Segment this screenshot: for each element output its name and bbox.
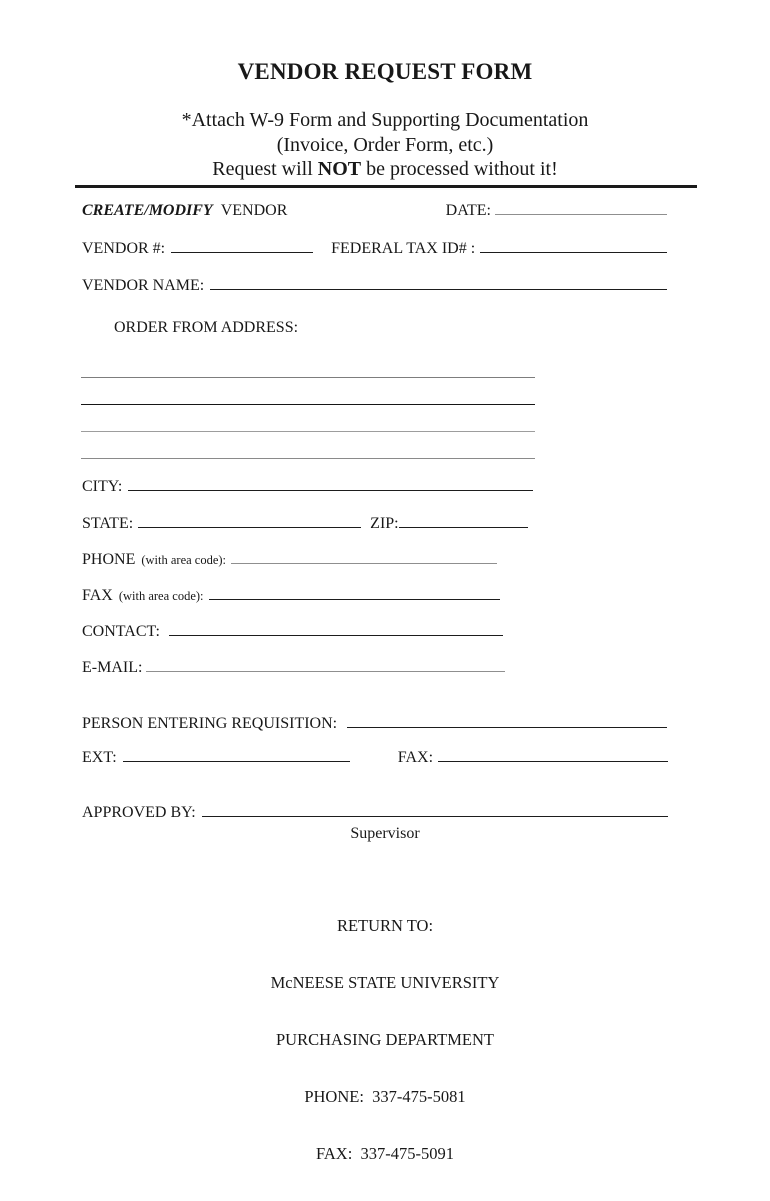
person-entering-line[interactable] [347, 725, 667, 728]
return-to-block [0, 878, 770, 1201]
supervisor-caption: Supervisor [350, 825, 420, 842]
create-modify-label: CREATE/MODIFY [82, 202, 213, 219]
create-modify-vendor-label [82, 202, 287, 220]
fax-short-label: FAX: [397, 749, 434, 766]
email-label: E-MAIL: [82, 659, 143, 676]
city-label: CITY: [82, 478, 123, 495]
fax-short-line[interactable] [438, 759, 668, 762]
fax-line[interactable] [209, 597, 500, 600]
ext-label: EXT: [82, 749, 117, 766]
vendor-number-label: VENDOR #: [82, 240, 166, 257]
order-from-address-row [114, 319, 667, 341]
ext-fax-row [82, 749, 668, 771]
department-fax: FAX: 337-475-5091 [315, 1144, 455, 1163]
university-name: McNEESE STATE UNIVERSITY [270, 973, 500, 992]
state-line[interactable] [138, 525, 361, 528]
department-name: PURCHASING DEPARTMENT [276, 1030, 494, 1049]
vendor-word-label: VENDOR [220, 202, 288, 219]
vendor-name-line[interactable] [210, 287, 667, 290]
federal-tax-id-label: FEDERAL TAX ID# : [331, 240, 476, 257]
ext-line[interactable] [123, 759, 350, 762]
phone-line[interactable] [231, 561, 497, 564]
state-zip-row [82, 515, 528, 537]
phone-row [82, 551, 497, 573]
fax-label: FAX [82, 587, 113, 604]
return-to-label: RETURN TO: [336, 916, 434, 935]
vendor-number-tax-row [82, 240, 667, 262]
state-label: STATE: [82, 515, 134, 532]
contact-row [82, 623, 503, 645]
approved-by-label: APPROVED BY: [82, 804, 196, 821]
contact-line[interactable] [169, 633, 503, 636]
city-row [82, 478, 533, 500]
zip-line[interactable] [399, 525, 528, 528]
email-row [82, 659, 505, 681]
approved-by-line[interactable] [202, 814, 668, 817]
notice-line-2: (Invoice, Order Form, etc.) [276, 133, 494, 156]
address-line-4[interactable] [81, 458, 535, 459]
address-line-1[interactable] [81, 377, 535, 378]
contact-label: CONTACT: [82, 623, 160, 640]
date-label: DATE: [445, 202, 491, 219]
email-line[interactable] [146, 669, 505, 672]
department-phone: PHONE: 337-475-5081 [304, 1087, 466, 1106]
create-modify-date-row [82, 202, 667, 224]
city-line[interactable] [128, 488, 533, 491]
date-group [446, 202, 667, 220]
phone-area-code-note: (with area code): [141, 553, 227, 567]
header-divider-rule [75, 185, 697, 188]
vendor-number-line[interactable] [171, 250, 313, 253]
zip-label: ZIP: [370, 515, 399, 532]
address-line-3[interactable] [81, 431, 535, 432]
phone-label: PHONE [82, 551, 136, 568]
notice-line-1: *Attach W-9 Form and Supporting Documentation [181, 109, 589, 131]
fax-row [82, 587, 500, 609]
date-line[interactable] [495, 212, 667, 215]
notice-line-3: Request will NOT be processed without it! [212, 158, 558, 180]
vendor-name-label: VENDOR NAME: [82, 277, 205, 294]
address-line-2[interactable] [81, 404, 535, 405]
person-entering-label: PERSON ENTERING REQUISITION: [82, 715, 338, 732]
order-from-address-label: ORDER FROM ADDRESS: [114, 319, 299, 336]
attachment-notice [0, 108, 770, 182]
fax-area-code-note: (with area code): [118, 589, 204, 603]
approved-by-row [82, 804, 668, 826]
federal-tax-id-line[interactable] [480, 250, 667, 253]
person-entering-row [82, 715, 667, 737]
vendor-name-row [82, 277, 667, 299]
form-title: VENDOR REQUEST FORM [237, 59, 533, 84]
notice-not-emphasis: NOT [317, 158, 362, 180]
